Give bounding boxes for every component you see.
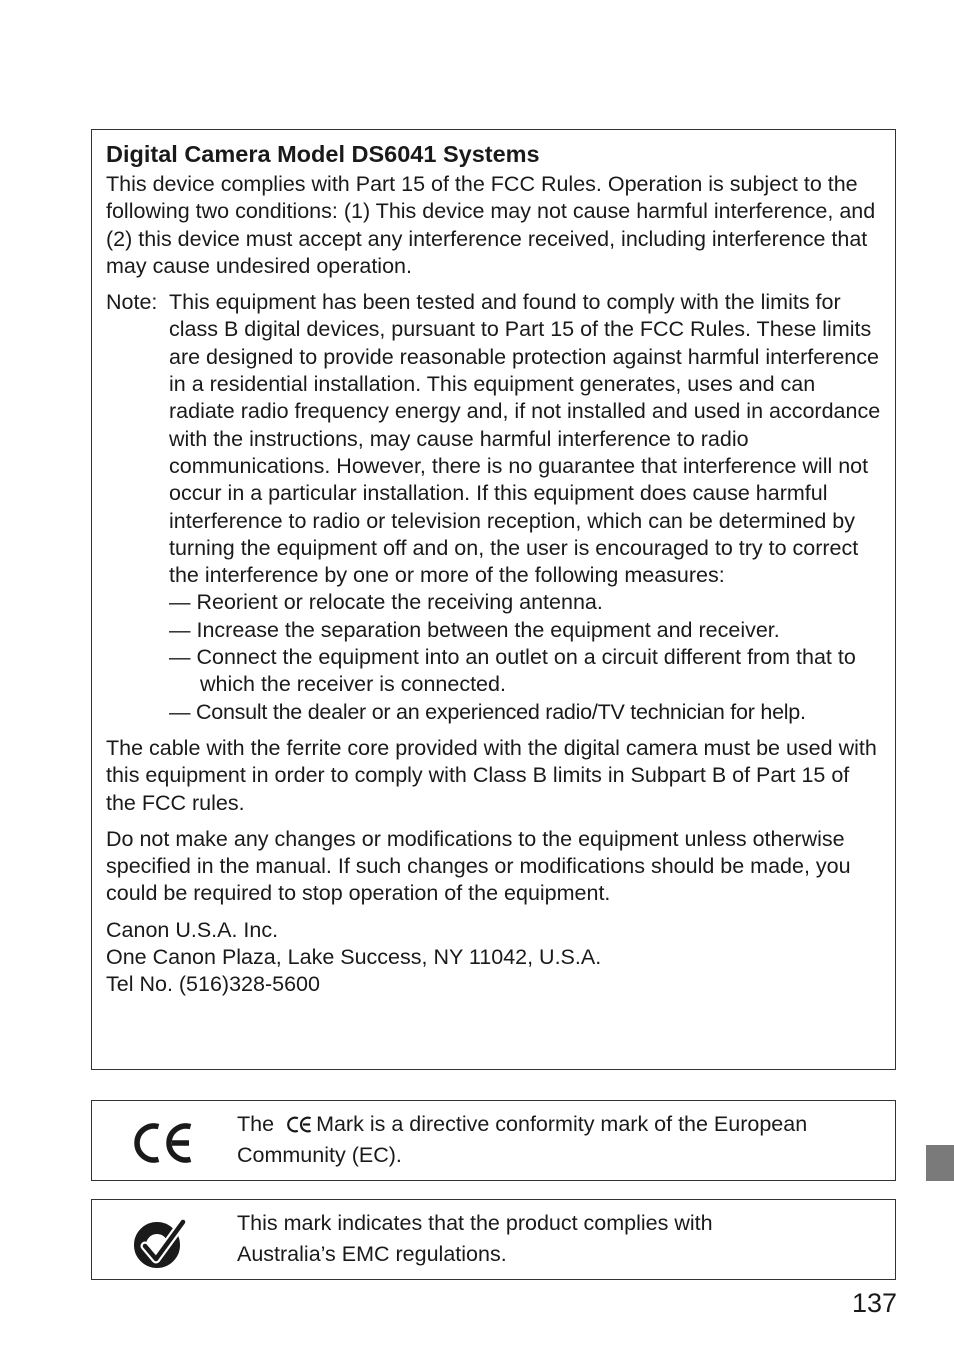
address-company: Canon U.S.A. Inc. bbox=[106, 917, 279, 942]
address-tel: Tel No. (516)328-5600 bbox=[106, 972, 320, 997]
ce-mark-icon bbox=[126, 1119, 194, 1167]
fcc-intro: This device complies with Part 15 of the FCC Rules. Operation is subject to the following two conditions: (1) This device may not cause harmful interference, and (2) this device must accept any interference received, including interference that may cause undesired operation. bbox=[106, 172, 876, 278]
changes-paragraph: Do not make any changes or modifications to the equipment unless otherwise specified in the manual. If such changes or modifications should be made, you could be required to stop operation of the equipment. bbox=[106, 826, 851, 906]
note-label: Note: bbox=[106, 290, 158, 315]
list-item: — Increase the separation between the equipment and receiver. bbox=[169, 617, 780, 642]
ce-mark-inline-icon bbox=[286, 1115, 312, 1134]
c-tick-mark-icon bbox=[130, 1216, 190, 1272]
chapter-tab bbox=[926, 1145, 954, 1181]
c-tick-mark-text: This mark indicates that the product complies with Australia’s EMC regulations. bbox=[237, 1211, 713, 1266]
ce-mark-box bbox=[91, 1100, 896, 1181]
ce-text-before: The bbox=[237, 1112, 275, 1136]
list-item: — Connect the equipment into an outlet on a circuit different from that to which the receiver is connected. bbox=[169, 645, 856, 697]
c-tick-mark-box bbox=[91, 1199, 896, 1280]
page-number: 137 bbox=[851, 1288, 897, 1318]
cable-paragraph: The cable with the ferrite core provided with the digital camera must be used with this equipment in order to comply with Class B limits in Subpart B of Part 15 of the FCC rules. bbox=[106, 735, 877, 815]
list-item: — Reorient or relocate the receiving antenna. bbox=[169, 590, 603, 615]
address-street: One Canon Plaza, Lake Success, NY 11042, U.S.A. bbox=[106, 945, 602, 970]
address-block bbox=[106, 917, 883, 999]
measures-list bbox=[106, 589, 883, 725]
fcc-note bbox=[106, 289, 883, 589]
fcc-heading: Digital Camera Model DS6041 Systems bbox=[106, 141, 540, 167]
ce-mark-text bbox=[237, 1109, 877, 1171]
fcc-statement-box bbox=[91, 129, 896, 1070]
list-item: — Consult the dealer or an experienced radio/TV technician for help. bbox=[169, 699, 806, 724]
note-text: This equipment has been tested and found to comply with the limits for class B digital devices, pursuant to Part 15 of the FCC Rules. These limits are designed to provide reasonable protection against harmful interference in a residential installation. This equipment generates, uses and can radiate radio frequency energy and, if not installed and used in accordance with the instructions, may cause harmful interference to radio communications. However, there is no guarantee that interference will not occur in a particular installation. If this equipment does cause harmful interference to radio or television reception, which can be determined by turning the equipment off and on, the user is encouraged to try to correct the interference by one or more of the following measures: bbox=[169, 290, 881, 588]
ce-text-after: Mark is a directive conformity mark of the European Community (EC). bbox=[237, 1112, 808, 1167]
